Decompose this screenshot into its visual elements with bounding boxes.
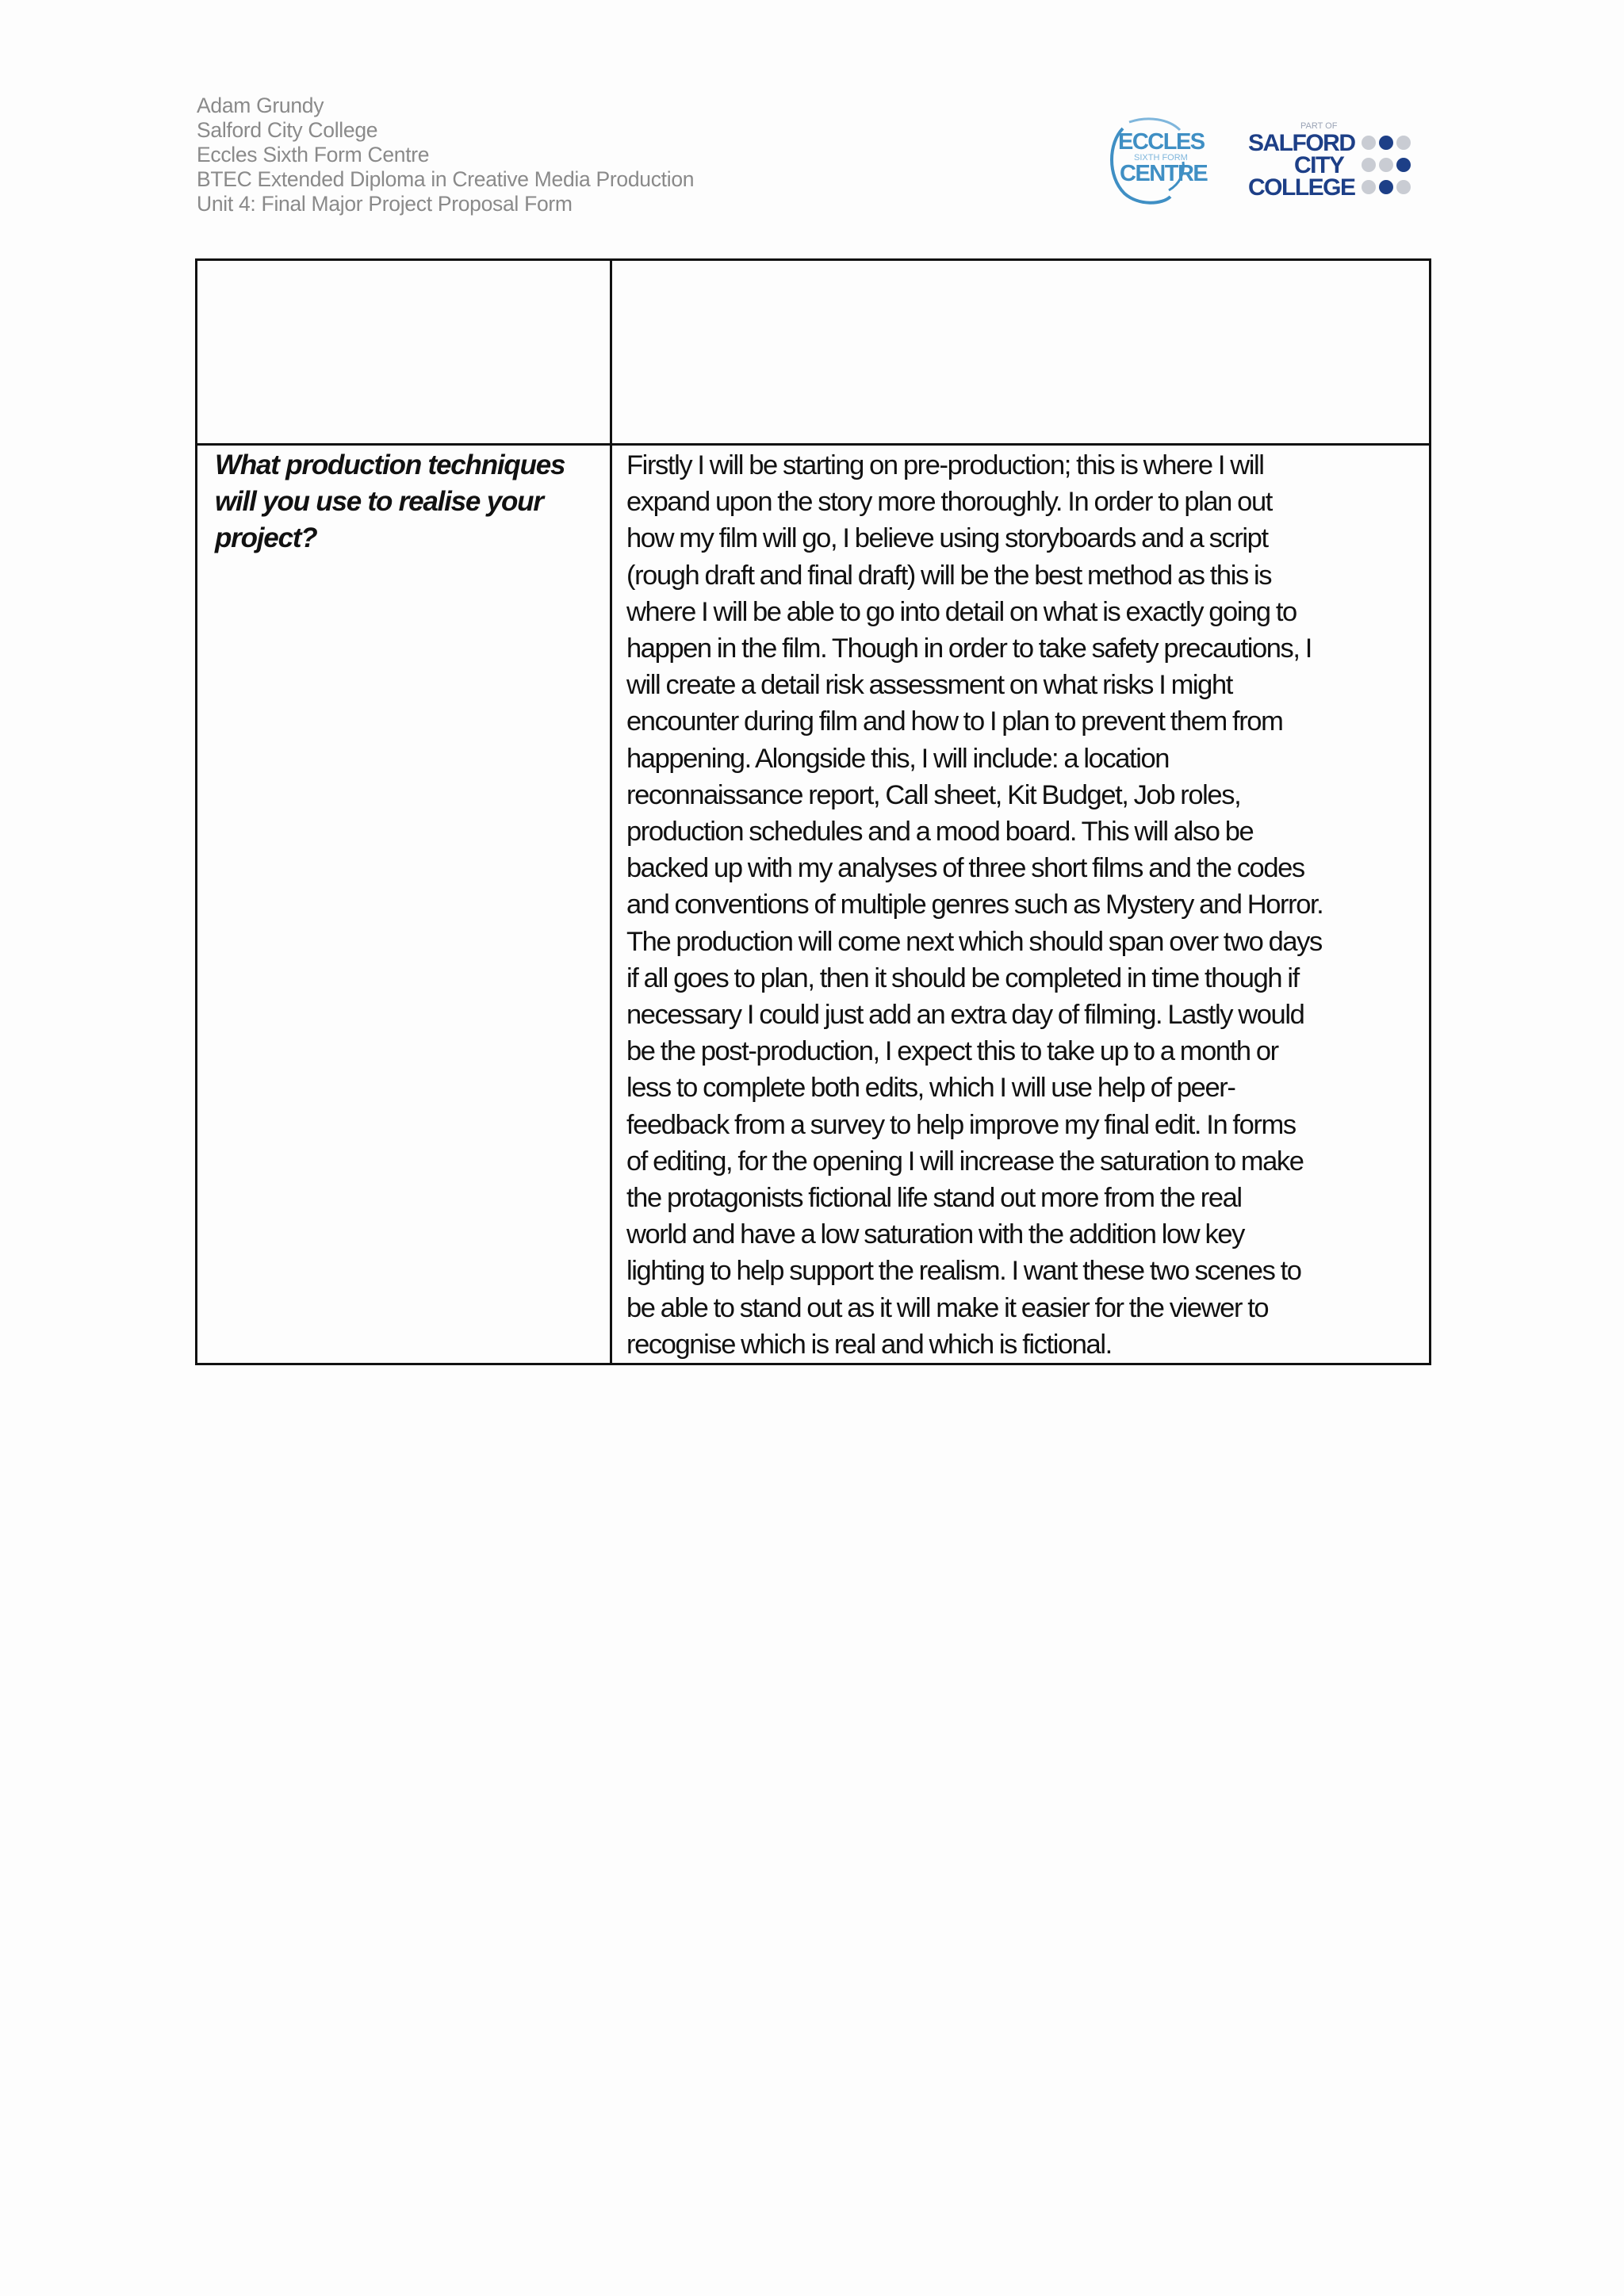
answer-line: (rough draft and final draft) will be the best method as this is xyxy=(626,560,1272,591)
header-centre: Eccles Sixth Form Centre xyxy=(197,143,430,166)
answer-line: how my film will go, I believe using storyboards and a script xyxy=(626,523,1268,554)
answer-line: be able to stand out as it will make it easier for the viewer to xyxy=(626,1292,1269,1323)
question-line: will you use to realise your xyxy=(215,486,543,518)
answer-line: Firstly I will be starting on pre-production; this is where I will xyxy=(626,450,1264,480)
salford-dots xyxy=(1362,136,1411,194)
answer-line: expand upon the story more thoroughly. In order to plan out xyxy=(626,487,1272,518)
salford-line1: SALFORD xyxy=(1248,130,1355,156)
table-row-production-techniques xyxy=(197,445,1431,1364)
answer-line: recognise which is real and which is fictional. xyxy=(626,1329,1112,1360)
answer-line: will create a detail risk assessment on what risks I might xyxy=(626,670,1232,701)
answer-line: lighting to help support the realism. I want these two scenes to xyxy=(626,1256,1301,1287)
eccles-line1: ECCLES xyxy=(1118,129,1205,155)
answer-cell xyxy=(611,445,1431,1364)
table-row-empty xyxy=(197,260,1431,445)
answer-line: necessary I could just add an extra day of filming. Lastly would xyxy=(626,1000,1304,1031)
question-line: project? xyxy=(215,522,317,554)
header-author: Adam Grundy xyxy=(197,94,324,117)
empty-answer-cell xyxy=(611,260,1431,445)
answer-line: production schedules and a mood board. This will also be xyxy=(626,817,1254,848)
salford-logo xyxy=(1248,121,1411,201)
answer-line: and conventions of multiple genres such as Mystery and Horror. xyxy=(626,890,1323,920)
question-cell xyxy=(197,445,611,1364)
header-unit: Unit 4: Final Major Project Proposal Form xyxy=(197,192,573,216)
answer-line: where I will be able to go into detail on what is exactly going to xyxy=(626,596,1297,627)
question-text xyxy=(197,446,610,557)
proposal-table xyxy=(195,258,1431,1365)
answer-line: of editing, for the opening I will increase the saturation to make xyxy=(626,1146,1304,1177)
answer-line: the protagonists fictional life stand out more from the real xyxy=(626,1183,1242,1214)
logo-group xyxy=(1101,111,1434,214)
answer-line: world and have a low saturation with the addition low key xyxy=(626,1219,1244,1250)
answer-line: happen in the film. Though in order to take safety precautions, I xyxy=(626,633,1312,664)
answer-line: encounter during film and how to I plan to prevent them from xyxy=(626,706,1283,737)
eccles-line2: SIXTH FORM xyxy=(1134,153,1188,163)
eccles-logo xyxy=(1112,119,1208,203)
answer-line: less to complete both edits, which I will use help of peer- xyxy=(626,1073,1235,1104)
empty-question-cell xyxy=(197,260,611,445)
salford-line2: CITY xyxy=(1294,152,1344,178)
document-header xyxy=(197,94,694,216)
logos xyxy=(1101,111,1434,214)
header-course: BTEC Extended Diploma in Creative Media Production xyxy=(197,167,695,191)
answer-line: if all goes to plan, then it should be completed in time though if xyxy=(626,962,1299,993)
eccles-line3: CENTRE xyxy=(1120,161,1208,186)
answer-line: feedback from a survey to help improve my final edit. In forms xyxy=(626,1109,1296,1140)
question-line: What production techniques xyxy=(215,450,565,480)
salford-line3: COLLEGE xyxy=(1248,174,1355,201)
answer-text xyxy=(612,446,1429,1363)
answer-line: be the post-production, I expect this to take up to a month or xyxy=(626,1036,1278,1067)
answer-line: backed up with my analyses of three short films and the codes xyxy=(626,853,1304,884)
answer-line: reconnaissance report, Call sheet, Kit Budget, Job roles, xyxy=(626,779,1241,810)
answer-line: happening. Alongside this, I will include: a location xyxy=(626,743,1170,774)
header-college: Salford City College xyxy=(197,118,378,142)
salford-part-of: PART OF xyxy=(1300,121,1338,131)
answer-line: The production will come next which should span over two days xyxy=(626,926,1322,957)
